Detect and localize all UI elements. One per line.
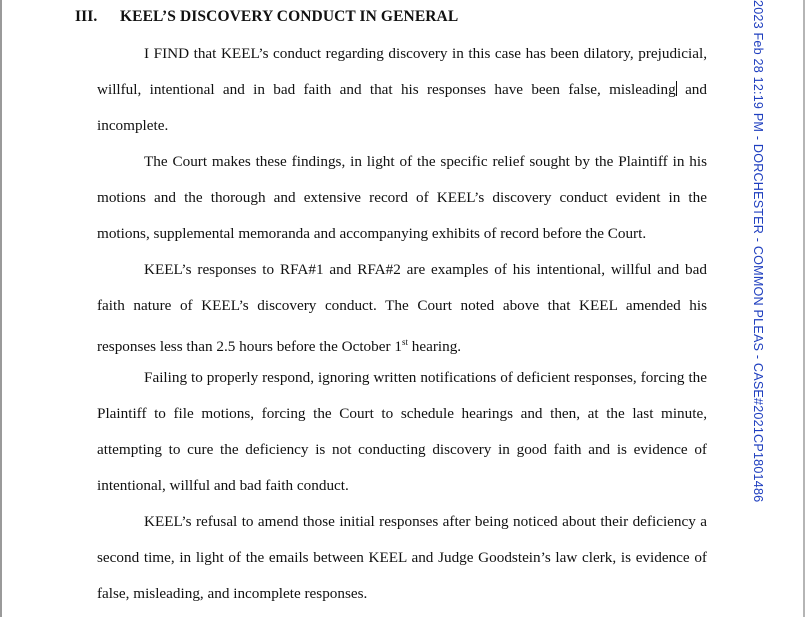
- paragraph-refusal-to-amend: KEEL’s refusal to amend those initial responses after being noticed about their deficiency a second time, in light of the emails between KEEL and Judge Goodstein’s law clerk, is evidence of false, misleading, and incomplete responses.: [97, 513, 707, 602]
- paragraph-findings-end: and incomplete.: [97, 81, 707, 134]
- paragraph-failing-to-respond: Failing to properly respond, ignoring written notifications of deficient responses, forcing the Plaintiff to file motions, forcing the Court to schedule hearings and then, at the last minute, attempting to cure the deficiency is not conducting discovery in good faith and is evidence of intentional, willful and bad faith conduct.: [97, 369, 707, 494]
- paragraph-court-findings: The Court makes these findings, in light of the specific relief sought by the Plaintiff in his motions and the thorough and extensive record of KEEL’s discovery conduct evident in the motions, supplemental memoranda and accompanying exhibits of record before the Court.: [97, 153, 707, 242]
- ordinal-suffix: st: [401, 337, 408, 347]
- page-left-edge: [0, 0, 2, 617]
- paragraph-rfa-responses: [97, 252, 707, 365]
- paragraph-findings-text: I FIND that KEEL’s conduct regarding discovery in this case has been dilatory, prejudicial, willful, intentional and in bad faith and that his responses have been false, misleading: [97, 45, 707, 98]
- section-heading: [75, 8, 458, 26]
- section-number: III.: [75, 8, 98, 25]
- filing-stamp: 2023 Feb 28 12:19 PM - DORCHESTER - COMMON PLEAS - CASE#2021CP1801486: [751, 0, 765, 503]
- paragraph-rfa-end: hearing.: [407, 338, 462, 356]
- paragraph-findings: [97, 36, 707, 144]
- section-title: KEEL’S DISCOVERY CONDUCT IN GENERAL: [120, 8, 459, 25]
- paragraph-rfa-text: KEEL’s responses to RFA#1 and RFA#2 are examples of his intentional, willful and bad faith nature of KEEL’s discovery conduct. The Court noted above that KEEL amended his responses less than 2.5 hours before the October 1: [97, 261, 707, 356]
